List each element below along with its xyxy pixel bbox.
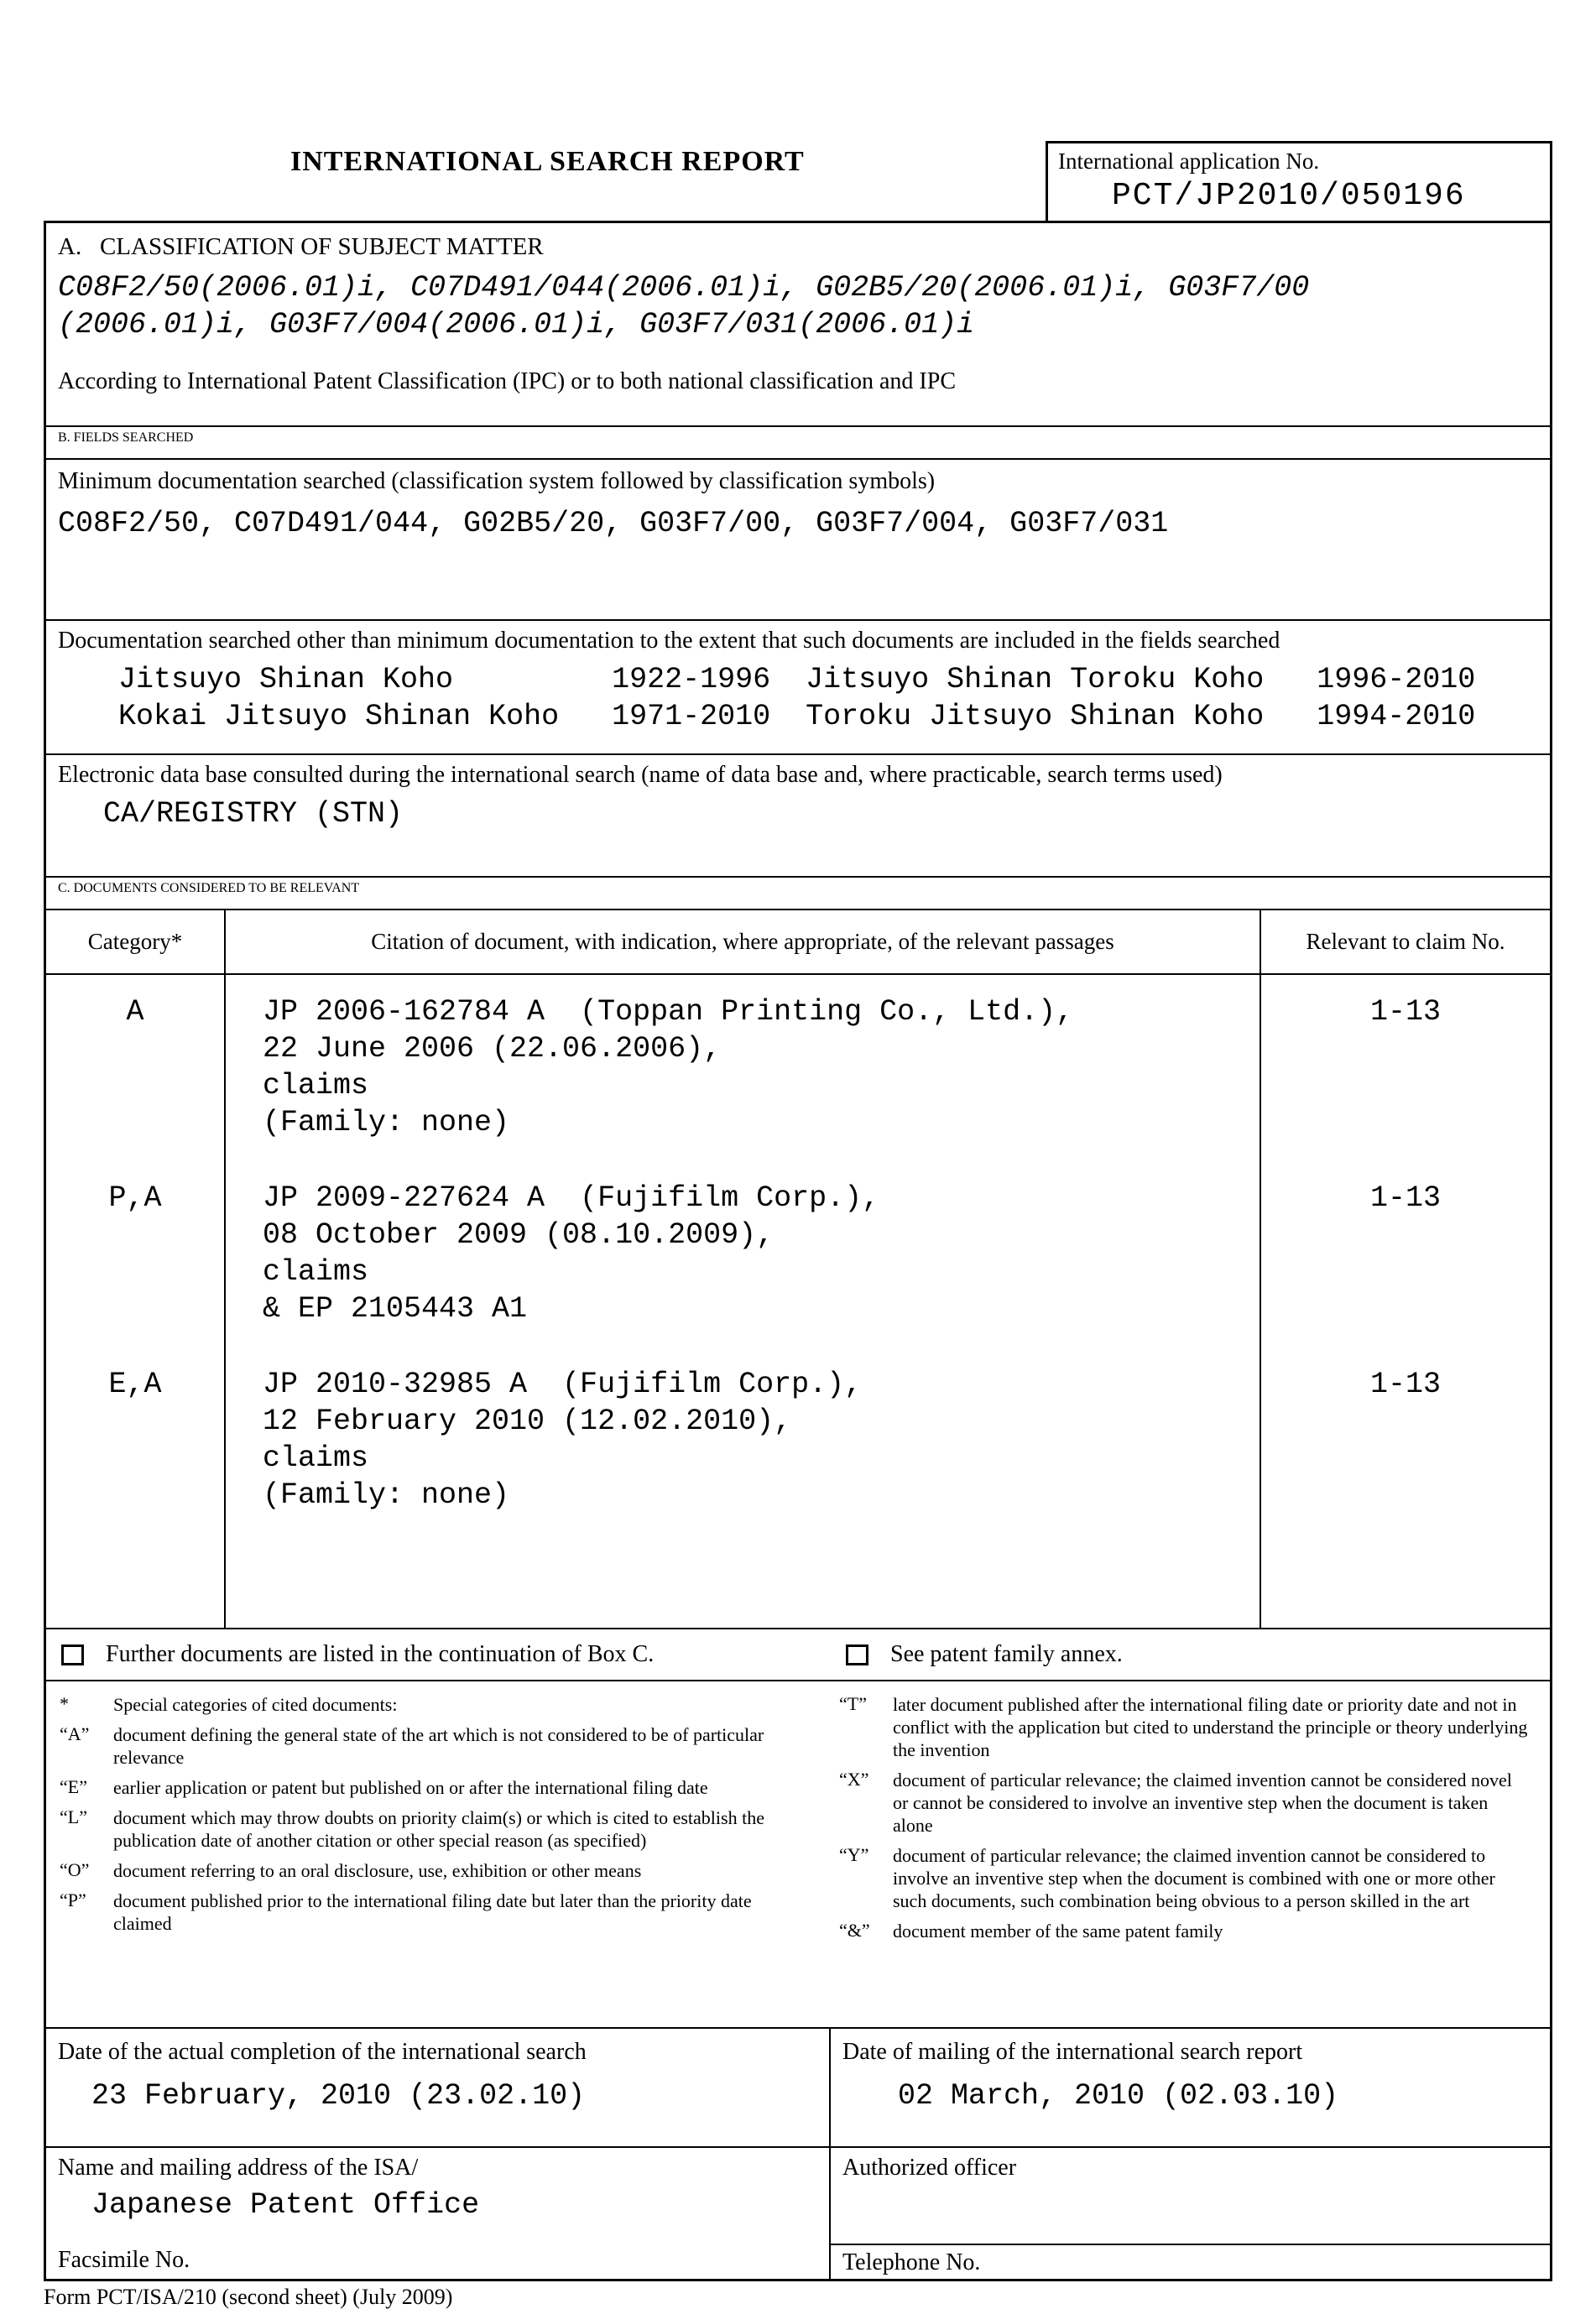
legend-left-column (46, 1681, 831, 2027)
annex-row (46, 1628, 1550, 1680)
document-citation: JP 2009-227624 A (Fujifilm Corp.), 08 October 2009 (08.10.2009), claims & EP 2105443 A1 (226, 1180, 1261, 1366)
legend-text: document published prior to the international filing date but later than the priority date claimed (113, 1890, 752, 1934)
section-c-heading: C. DOCUMENTS CONSIDERED TO BE RELEVANT (46, 876, 1550, 909)
section-a (46, 223, 1550, 425)
authorized-officer-label: Authorized officer (842, 2155, 1017, 2181)
officer-cell (831, 2148, 1550, 2279)
claims-column-header: Relevant to claim No. (1306, 929, 1505, 954)
telephone-label: Telephone No. (831, 2244, 1550, 2279)
form-body (44, 221, 1552, 2281)
footer-row (46, 2146, 1550, 2279)
legend-text: earlier application or patent but published on or after the international filing date (113, 1777, 708, 1798)
dates-row (46, 2027, 1550, 2146)
document-citation: JP 2006-162784 A (Toppan Printing Co., Ltd.), 22 June 2006 (22.06.2006), claims (Family: none) (226, 975, 1261, 1180)
section-a-heading: A. CLASSIFICATION OF SUBJECT MATTER (58, 233, 544, 260)
special-categories-legend (46, 1680, 1550, 2027)
form-footnote: Form PCT/ISA/210 (second sheet) (July 2009) (44, 2285, 453, 2309)
other-documentation-value: Jitsuyo Shinan Koho 1922-1996 Jitsuyo Shinan Toroku Koho 1996-2010 Kokai Jitsuyo Shinan Koho 1971-2010 Toroku Jitsuyo Shinan Koho 1994-2010 (118, 663, 1476, 733)
classification-codes: C08F2/50(2006.01)i, C07D491/044(2006.01)i, G02B5/20(2006.01)i, G03F7/00 (2006.01)i, G03F7/004(2006.01)i, G03F7/031(2006.01)i (58, 271, 1310, 341)
patent-family-group (831, 1641, 1550, 1668)
minimum-documentation (46, 458, 1550, 619)
application-number-value: PCT/JP2010/050196 (1112, 178, 1466, 214)
form-header (44, 134, 1552, 221)
legend-text: document which may throw doubts on priority claim(s) or which is cited to establish the publication date of another citation or other special reason (as specified) (113, 1807, 764, 1851)
legend-entry (60, 1723, 822, 1769)
legend-text: document defining the general state of the art which is not considered to be of particular relevance (113, 1724, 764, 1768)
isa-address-cell (46, 2148, 831, 2279)
document-category: P,A (46, 1180, 226, 1366)
mailing-date-label: Date of mailing of the international search report (842, 2039, 1303, 2065)
document-row (46, 1180, 1550, 1366)
other-documentation-label: Documentation searched other than minimum documentation to the extent that such documents are included in the fields searched (58, 628, 1280, 654)
report-title: INTERNATIONAL SEARCH REPORT (290, 146, 805, 177)
legend-entry (60, 1776, 822, 1799)
ipc-note: According to International Patent Classification (IPC) or to both national classification and IPC (58, 368, 956, 394)
document-claims: 1-13 (1369, 1181, 1441, 1215)
isa-name-label: Name and mailing address of the ISA/ (58, 2155, 419, 2181)
citation-column-header: Citation of document, with indication, where appropriate, of the relevant passages (226, 910, 1261, 973)
documents-table-body (46, 973, 1550, 1628)
application-number-box (1046, 141, 1552, 221)
completion-date-value: 23 February, 2010 (23.02.10) (91, 2079, 586, 2113)
section-b-heading: B. FIELDS SEARCHED (46, 425, 1550, 458)
document-row (46, 975, 1550, 1180)
mailing-date-cell (831, 2029, 1550, 2146)
patent-family-label: See patent family annex. (890, 1641, 1123, 1667)
further-documents-label: Further documents are listed in the continuation of Box C. (106, 1641, 655, 1667)
legend-text: Special categories of cited documents: (113, 1694, 398, 1715)
electronic-database (46, 753, 1550, 876)
legend-text: document of particular relevance; the claimed invention cannot be considered to involve an inventive step when the document is combined with one or more other such documents, such combination being obvious to a person skilled in the art (893, 1845, 1495, 1911)
further-documents-group (46, 1641, 831, 1668)
document-row (46, 1366, 1550, 1552)
electronic-database-value: CA/REGISTRY (STN) (103, 797, 404, 831)
legend-entry (60, 1859, 822, 1882)
legend-entry (60, 1693, 822, 1716)
legend-text: document member of the same patent family (893, 1921, 1223, 1942)
legend-code: “L” (60, 1806, 87, 1827)
legend-code: “T” (839, 1693, 867, 1714)
further-documents-checkbox[interactable] (61, 1644, 84, 1665)
completion-date-cell (46, 2029, 831, 2146)
document-category: A (46, 975, 226, 1180)
facsimile-label: Facsimile No. (58, 2247, 190, 2273)
electronic-database-label: Electronic data base consulted during the international search (name of data base and, where practicable, search terms used) (58, 762, 1223, 788)
legend-code: * (60, 1693, 69, 1714)
form-content (44, 134, 1552, 2309)
legend-text: later document published after the international filing date or priority date and not in conflict with the application but cited to understand the principle or theory underlying the invention (893, 1694, 1528, 1760)
legend-text: document of particular relevance; the claimed invention cannot be considered novel or cannot be considered to involve an inventive step when the document is taken alone (893, 1770, 1512, 1836)
minimum-documentation-value: C08F2/50, C07D491/044, G02B5/20, G03F7/00, G03F7/004, G03F7/031 (58, 507, 1169, 540)
legend-code: “Y” (839, 1844, 869, 1865)
other-documentation (46, 619, 1550, 753)
legend-text: document referring to an oral disclosure, use, exhibition or other means (113, 1860, 642, 1881)
category-column-header: Category* (46, 910, 226, 973)
legend-code: “A” (60, 1723, 90, 1744)
mailing-date-value: 02 March, 2010 (02.03.10) (898, 2079, 1339, 2113)
document-row-filler (46, 1552, 1550, 1628)
legend-code: “X” (839, 1769, 869, 1790)
legend-entry (839, 1769, 1541, 1837)
minimum-documentation-label: Minimum documentation searched (classification system followed by classification symbols) (58, 468, 936, 494)
legend-code: “&” (839, 1920, 870, 1941)
legend-entry (60, 1806, 822, 1852)
document-claims: 1-13 (1369, 1368, 1441, 1401)
document-citation: JP 2010-32985 A (Fujifilm Corp.), 12 February 2010 (12.02.2010), claims (Family: none) (226, 1366, 1261, 1552)
legend-entry (839, 1693, 1541, 1761)
isa-address-spacer (58, 2223, 817, 2247)
legend-code: “P” (60, 1889, 86, 1910)
legend-entry (839, 1844, 1541, 1912)
application-number-label: International application No. (1058, 149, 1320, 174)
document-claims: 1-13 (1369, 995, 1441, 1029)
document-category: E,A (46, 1366, 226, 1552)
legend-entry (60, 1889, 822, 1935)
legend-code: “E” (60, 1776, 87, 1797)
completion-date-label: Date of the actual completion of the international search (58, 2039, 587, 2065)
legend-right-column (831, 1681, 1550, 2027)
patent-family-checkbox[interactable] (846, 1644, 868, 1665)
documents-table-header (46, 909, 1550, 973)
legend-code: “O” (60, 1859, 90, 1880)
legend-entry (839, 1920, 1541, 1942)
isa-name-value: Japanese Patent Office (91, 2188, 480, 2222)
